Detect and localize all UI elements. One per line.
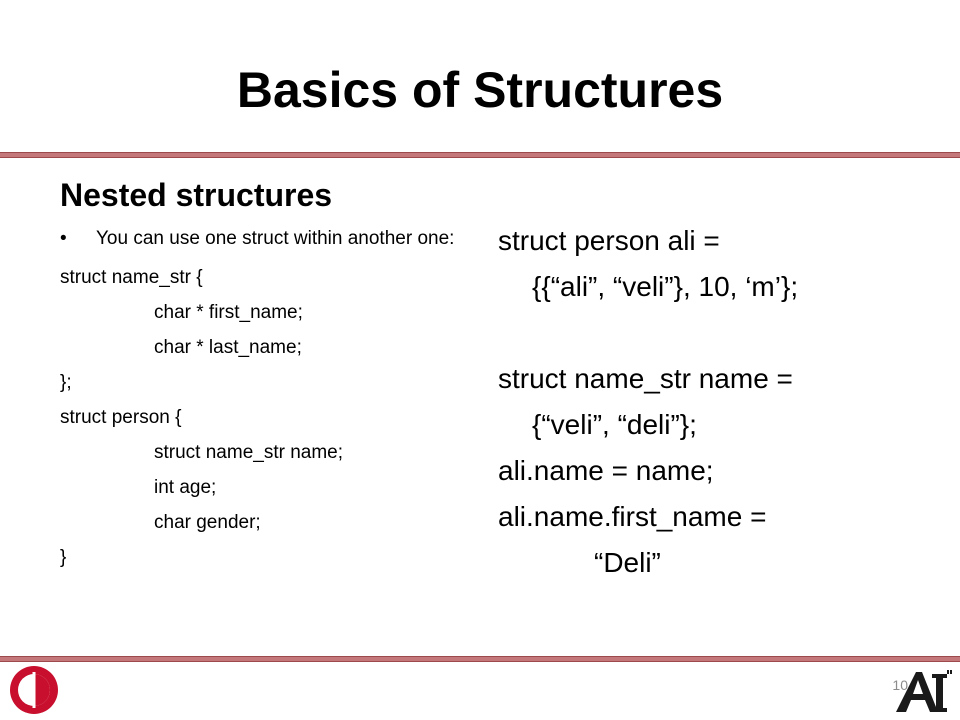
top-divider (0, 152, 960, 158)
code-line: }; (60, 372, 72, 393)
code-line: struct name_str name; (154, 442, 344, 463)
code-line: char * first_name; (154, 302, 303, 323)
code-line: struct person ali = (498, 225, 720, 256)
blank-line (498, 310, 938, 356)
ai-logo-icon (892, 666, 952, 716)
bullet-dot-icon: • (60, 228, 67, 249)
code-block-left (60, 260, 460, 575)
code-line: ali.name = name; (498, 455, 714, 486)
code-line: char * last_name; (154, 337, 302, 358)
code-line: “Deli” (594, 547, 661, 578)
code-line: char gender; (154, 512, 261, 533)
bullet-text: You can use one struct within another one: (96, 228, 455, 249)
page-number: 10 (892, 677, 908, 693)
section-subtitle: Nested structures (60, 177, 333, 213)
slide-title: Basics of Structures (236, 62, 724, 118)
code-line: ali.name.first_name = (498, 501, 767, 532)
code-line: } (60, 547, 67, 568)
code-line: struct person { (60, 407, 182, 428)
bottom-divider (0, 656, 960, 662)
university-logo-icon (8, 664, 60, 716)
left-column (60, 172, 460, 575)
bullet-item (60, 226, 460, 252)
code-line: struct name_str name = (498, 363, 793, 394)
code-line: {{“ali”, “veli”}, 10, ‘m’}; (532, 271, 799, 302)
code-line: int age; (154, 477, 217, 498)
code-line: struct name_str { (60, 267, 203, 288)
right-column (498, 218, 938, 586)
code-line: {“veli”, “deli”}; (532, 409, 697, 440)
